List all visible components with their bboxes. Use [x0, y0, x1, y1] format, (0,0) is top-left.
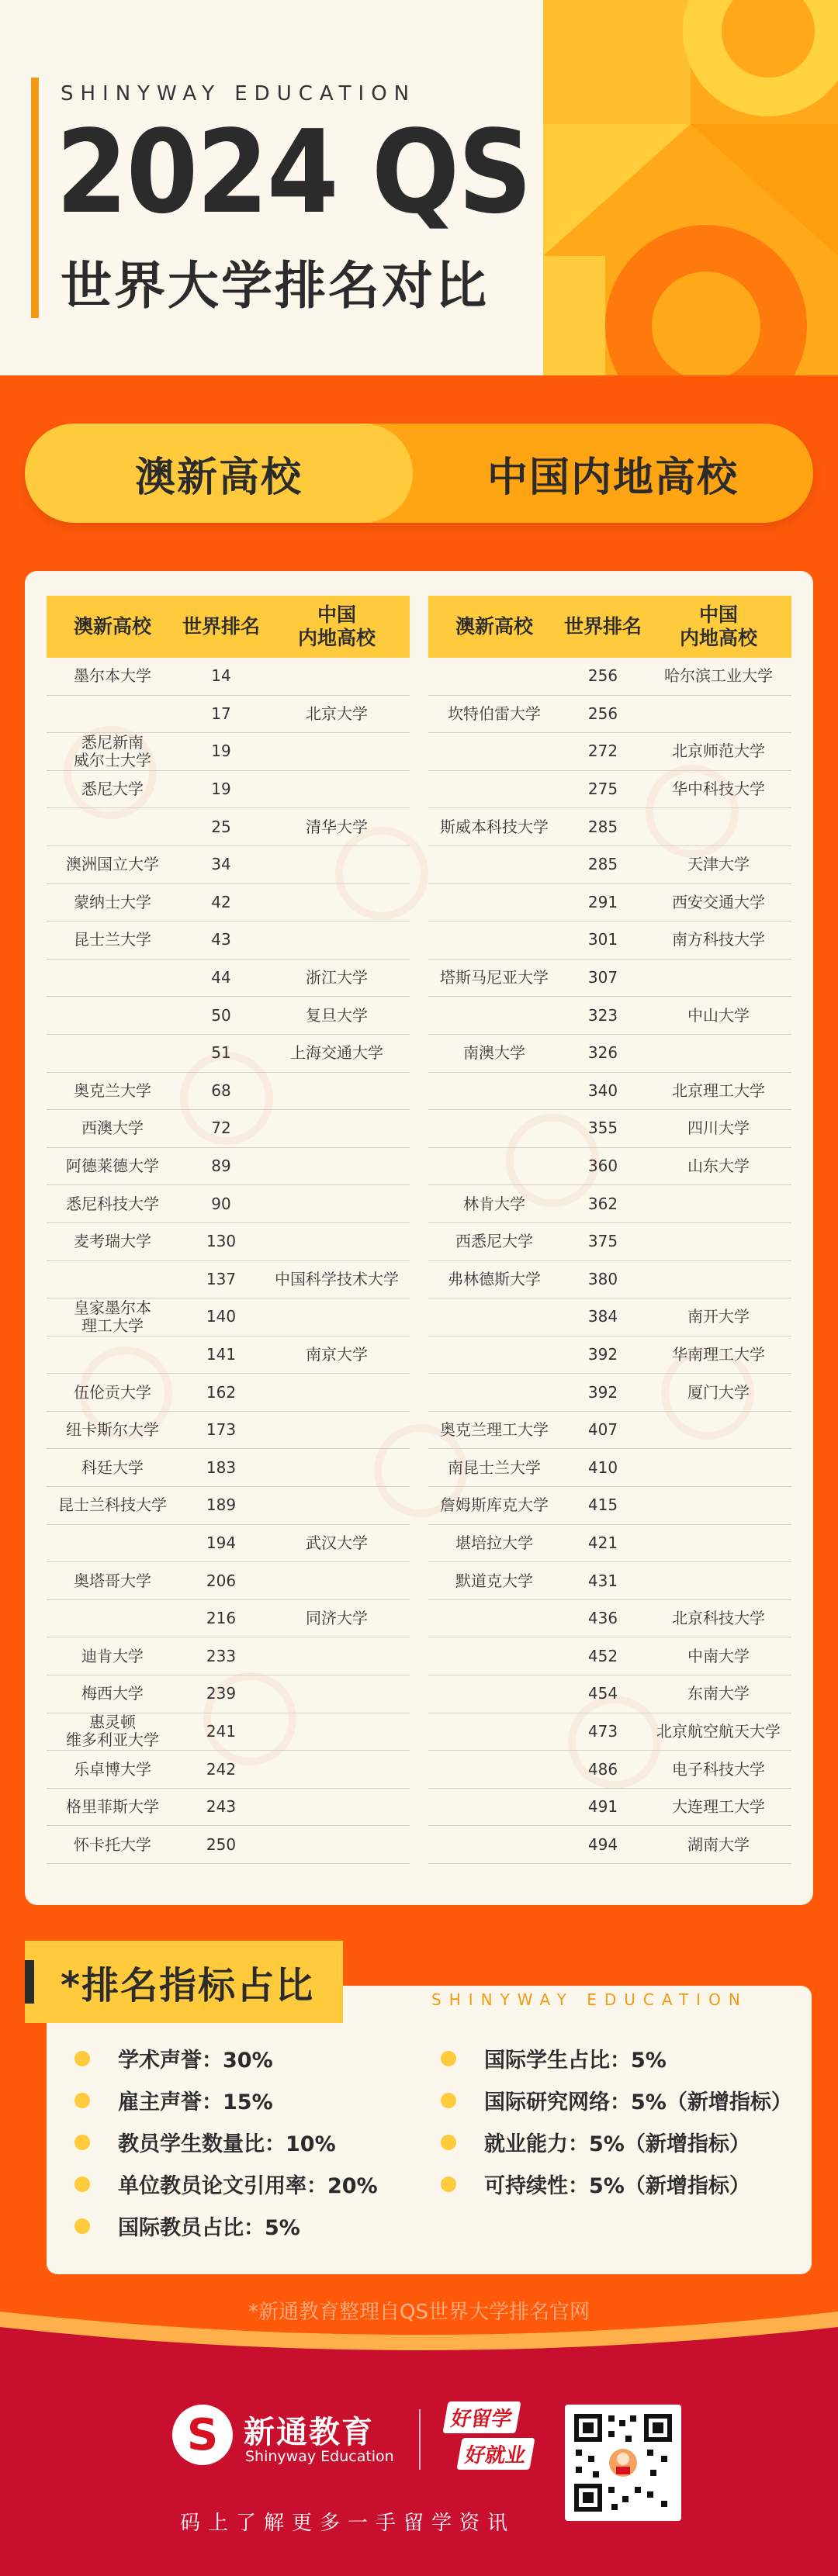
world-rank-cell: 242: [206, 1759, 237, 1779]
aus-nz-university-cell: 昆士兰科技大学: [58, 1495, 167, 1515]
table-row: [47, 1035, 410, 1073]
metric-item: 单位教员论文引用率：20%: [74, 2169, 378, 2199]
metric-item: 教员学生数量比：10%: [74, 2127, 336, 2157]
china-university-cell: 华中科技大学: [672, 780, 765, 799]
metrics-brand-english: SHINYWAY EDUCATION: [431, 1990, 748, 2009]
china-university-cell: 同济大学: [306, 1609, 368, 1628]
world-rank-cell: 43: [211, 930, 231, 949]
table-row: [47, 921, 410, 960]
world-rank-cell: 239: [206, 1684, 237, 1703]
tab-mainland-china: 中国内地高校: [487, 454, 739, 501]
table-row: [428, 1035, 791, 1073]
table-body: [47, 658, 410, 1864]
slogan-line-1: 好留学: [442, 2401, 521, 2433]
aus-nz-university-cell: 斯威本科技大学: [440, 817, 549, 836]
table-row: [47, 1185, 410, 1223]
metrics-title: [25, 1941, 343, 2023]
china-university-cell: 北京航空航天大学: [656, 1721, 781, 1741]
china-university-cell: 中南大学: [687, 1646, 750, 1665]
table-row: [428, 960, 791, 998]
aus-nz-university-cell: 麦考瑞大学: [74, 1232, 151, 1251]
world-rank-cell: 407: [587, 1420, 618, 1440]
world-rank-cell: 307: [587, 968, 618, 987]
table-row: [428, 1449, 791, 1487]
table-row: [428, 1562, 791, 1600]
world-rank-cell: 256: [587, 666, 618, 686]
column-header-rank: 世界排名: [563, 615, 642, 638]
table-row: [47, 1261, 410, 1299]
bullet-dot: [441, 2177, 456, 2192]
table-row: [428, 733, 791, 771]
aus-nz-university-cell: 詹姆斯库克大学: [440, 1495, 549, 1515]
table-row: [47, 1751, 410, 1789]
world-rank-cell: 491: [587, 1797, 618, 1817]
world-rank-cell: 206: [206, 1571, 237, 1590]
aus-nz-university-cell: 乐卓博大学: [74, 1759, 151, 1779]
world-rank-cell: 25: [211, 817, 231, 836]
decorative-pattern: [543, 0, 838, 375]
table-row: [47, 1525, 410, 1563]
world-rank-cell: 392: [587, 1344, 618, 1364]
bullet-dot: [74, 2218, 90, 2234]
world-rank-cell: 130: [206, 1232, 237, 1251]
china-university-cell: 中山大学: [687, 1005, 750, 1025]
bullet-dot: [74, 2135, 90, 2150]
table-right-half: [428, 596, 791, 1864]
metric-item: 国际学生占比：5%: [441, 2043, 667, 2073]
china-university-cell: 南方科技大学: [672, 930, 765, 949]
china-university-cell: 大连理工大学: [672, 1797, 765, 1817]
brand-english: SHINYWAY EDUCATION: [61, 82, 417, 105]
world-rank-cell: 243: [206, 1797, 237, 1817]
china-university-cell: 四川大学: [687, 1119, 750, 1138]
world-rank-cell: 285: [587, 817, 618, 836]
world-rank-cell: 452: [587, 1646, 618, 1665]
table-row: [428, 1487, 791, 1525]
page-title: 2024 QS: [56, 105, 531, 239]
china-university-cell: 电子科技大学: [672, 1759, 765, 1779]
source-note: *新通教育整理自QS世界大学排名官网: [248, 2301, 590, 2324]
world-rank-cell: 141: [206, 1344, 237, 1364]
table-row: [47, 960, 410, 998]
world-rank-cell: 90: [211, 1194, 231, 1213]
world-rank-cell: 194: [206, 1533, 237, 1552]
table-row: [428, 884, 791, 922]
table-row: [428, 1525, 791, 1563]
world-rank-cell: 42: [211, 892, 231, 911]
world-rank-cell: 89: [211, 1157, 231, 1176]
table-row: [47, 1449, 410, 1487]
table-row: [47, 733, 410, 771]
world-rank-cell: 375: [587, 1232, 618, 1251]
table-row: [428, 1675, 791, 1713]
world-rank-cell: 17: [211, 704, 231, 723]
world-rank-cell: 50: [211, 1005, 231, 1025]
table-row: [47, 808, 410, 846]
table-row: [428, 1751, 791, 1789]
world-rank-cell: 216: [206, 1609, 237, 1628]
world-rank-cell: 137: [206, 1269, 237, 1288]
china-university-cell: 哈尔滨工业大学: [664, 666, 773, 686]
world-rank-cell: 486: [587, 1759, 618, 1779]
table-row: [47, 771, 410, 809]
aus-nz-university-cell: 林肯大学: [463, 1194, 525, 1213]
china-university-cell: 清华大学: [306, 817, 368, 836]
china-university-cell: 北京师范大学: [672, 742, 765, 761]
bullet-dot: [441, 2093, 456, 2108]
table-row: [428, 1412, 791, 1450]
table-row: [47, 1298, 410, 1336]
bullet-dot: [74, 2177, 90, 2192]
metric-item: 雇主声誉：15%: [74, 2085, 273, 2115]
world-rank-cell: 340: [587, 1081, 618, 1100]
table-row: [47, 1412, 410, 1450]
table-row: [47, 1826, 410, 1864]
aus-nz-university-cell: 奥塔哥大学: [74, 1571, 151, 1590]
table-row: [47, 658, 410, 696]
table-row: [47, 846, 410, 884]
bullet-dot: [74, 2051, 90, 2066]
table-row: [47, 1148, 410, 1186]
table-row: [428, 1600, 791, 1638]
table-header: [47, 596, 410, 658]
world-rank-cell: 162: [206, 1382, 237, 1402]
page-subtitle: 世界大学排名对比: [61, 256, 489, 316]
world-rank-cell: 173: [206, 1420, 237, 1440]
logo-english-name: Shinyway Education: [245, 2448, 394, 2465]
aus-nz-university-cell: 蒙纳士大学: [74, 892, 151, 911]
aus-nz-university-cell: 格里菲斯大学: [66, 1797, 159, 1817]
footer-divider: [419, 2409, 421, 2470]
world-rank-cell: 323: [587, 1005, 618, 1025]
table-row: [428, 1336, 791, 1374]
aus-nz-university-cell: 悉尼新南 威尔士大学: [74, 732, 151, 769]
world-rank-cell: 415: [587, 1495, 618, 1515]
table-row: [428, 1185, 791, 1223]
world-rank-cell: 14: [211, 666, 231, 686]
logo-chinese-name: 新通教育: [244, 2415, 374, 2450]
world-rank-cell: 380: [587, 1269, 618, 1288]
aus-nz-university-cell: 迪肯大学: [81, 1646, 144, 1665]
table-row: [428, 1223, 791, 1261]
table-row: [47, 1487, 410, 1525]
ranking-table-card: [25, 571, 813, 1905]
table-row: [47, 1073, 410, 1111]
china-university-cell: 华南理工大学: [672, 1344, 765, 1364]
aus-nz-university-cell: 南昆士兰大学: [448, 1457, 541, 1477]
table-row: [428, 1110, 791, 1148]
aus-nz-university-cell: 伍伦贡大学: [74, 1382, 151, 1402]
table-row: [428, 696, 791, 734]
world-rank-cell: 140: [206, 1307, 237, 1326]
column-header-china: 中国 内地高校: [679, 603, 757, 649]
table-row: [428, 1298, 791, 1336]
aus-nz-university-cell: 弗林德斯大学: [448, 1269, 541, 1288]
metric-item: 可持续性：5%（新增指标）: [441, 2169, 750, 2199]
table-row: [428, 1826, 791, 1864]
aus-nz-university-cell: 奥克兰理工大学: [440, 1420, 549, 1440]
metric-item: 国际教员占比：5%: [74, 2211, 300, 2241]
table-row: [428, 1073, 791, 1111]
aus-nz-university-cell: 西澳大学: [81, 1119, 144, 1138]
world-rank-cell: 44: [211, 968, 231, 987]
table-row: [428, 1637, 791, 1675]
table-row: [47, 1675, 410, 1713]
world-rank-cell: 275: [587, 780, 618, 799]
table-body: [428, 658, 791, 1864]
world-rank-cell: 410: [587, 1457, 618, 1477]
aus-nz-university-cell: 南澳大学: [463, 1043, 525, 1063]
china-university-cell: 北京理工大学: [672, 1081, 765, 1100]
column-header-aus-nz: 澳新高校: [73, 615, 151, 638]
china-university-cell: 复旦大学: [306, 1005, 368, 1025]
china-university-cell: 东南大学: [687, 1684, 750, 1703]
table-row: [47, 1110, 410, 1148]
footer-call-to-action: 码上了解更多一手留学资讯: [180, 2512, 516, 2535]
table-row: [47, 1637, 410, 1675]
table-row: [428, 1261, 791, 1299]
world-rank-cell: 72: [211, 1119, 231, 1138]
china-university-cell: 北京科技大学: [672, 1609, 765, 1628]
china-university-cell: 山东大学: [687, 1157, 750, 1176]
table-row: [47, 997, 410, 1035]
shinyway-logo-icon: S: [172, 2405, 233, 2465]
metric-item: 就业能力：5%（新增指标）: [441, 2127, 750, 2157]
world-rank-cell: 285: [587, 855, 618, 874]
china-university-cell: 厦门大学: [687, 1382, 750, 1402]
aus-nz-university-cell: 墨尔本大学: [74, 666, 151, 686]
aus-nz-university-cell: 纽卡斯尔大学: [66, 1420, 159, 1440]
bullet-dot: [74, 2093, 90, 2108]
table-row: [47, 1223, 410, 1261]
china-university-cell: 湖南大学: [687, 1834, 750, 1854]
world-rank-cell: 355: [587, 1119, 618, 1138]
world-rank-cell: 183: [206, 1457, 237, 1477]
world-rank-cell: 256: [587, 704, 618, 723]
world-rank-cell: 326: [587, 1043, 618, 1063]
table-row: [428, 997, 791, 1035]
aus-nz-university-cell: 科廷大学: [81, 1457, 144, 1477]
table-row: [428, 658, 791, 696]
china-university-cell: 上海交通大学: [290, 1043, 383, 1063]
world-rank-cell: 250: [206, 1834, 237, 1854]
aus-nz-university-cell: 坎特伯雷大学: [448, 704, 541, 723]
world-rank-cell: 68: [211, 1081, 231, 1100]
table-row: [47, 1336, 410, 1374]
aus-nz-university-cell: 怀卡托大学: [74, 1834, 151, 1854]
region-tabs: [25, 424, 813, 523]
aus-nz-university-cell: 塔斯马尼亚大学: [440, 968, 549, 987]
world-rank-cell: 272: [587, 742, 618, 761]
world-rank-cell: 384: [587, 1307, 618, 1326]
aus-nz-university-cell: 澳洲国立大学: [66, 855, 159, 874]
aus-nz-university-cell: 默道克大学: [455, 1571, 533, 1590]
aus-nz-university-cell: 昆士兰大学: [74, 930, 151, 949]
world-rank-cell: 241: [206, 1721, 237, 1741]
column-header-rank: 世界排名: [182, 615, 260, 638]
china-university-cell: 北京大学: [306, 704, 368, 723]
slogan-badge: [445, 2401, 546, 2474]
china-university-cell: 天津大学: [687, 855, 750, 874]
aus-nz-university-cell: 皇家墨尔本 理工大学: [74, 1298, 151, 1335]
metric-item: 国际研究网络：5%（新增指标）: [441, 2085, 792, 2115]
china-university-cell: 南京大学: [306, 1344, 368, 1364]
table-row: [47, 1562, 410, 1600]
aus-nz-university-cell: 西悉尼大学: [455, 1232, 533, 1251]
china-university-cell: 浙江大学: [306, 968, 368, 987]
aus-nz-university-cell: 惠灵顿 维多利亚大学: [66, 1713, 159, 1750]
bullet-dot: [441, 2051, 456, 2066]
column-header-china: 中国 内地高校: [297, 603, 376, 649]
world-rank-cell: 454: [587, 1684, 618, 1703]
aus-nz-university-cell: 堪培拉大学: [455, 1533, 533, 1552]
header-accent-bar: [31, 78, 39, 318]
aus-nz-university-cell: 梅西大学: [81, 1684, 144, 1703]
world-rank-cell: 494: [587, 1834, 618, 1854]
world-rank-cell: 431: [587, 1571, 618, 1590]
world-rank-cell: 51: [211, 1043, 231, 1063]
metrics-title-bar: [25, 1960, 34, 2004]
world-rank-cell: 19: [211, 780, 231, 799]
world-rank-cell: 291: [587, 892, 618, 911]
world-rank-cell: 421: [587, 1533, 618, 1552]
metric-item: 学术声誉：30%: [74, 2043, 273, 2073]
table-row: [428, 1713, 791, 1751]
table-row: [47, 1713, 410, 1751]
tab-aus-nz: 澳新高校: [25, 424, 413, 523]
china-university-cell: 西安交通大学: [672, 892, 765, 911]
table-row: [47, 1600, 410, 1638]
table-row: [428, 846, 791, 884]
china-university-cell: 武汉大学: [306, 1533, 368, 1552]
world-rank-cell: 362: [587, 1194, 618, 1213]
slogan-line-2: 好就业: [456, 2438, 535, 2470]
table-left-half: [47, 596, 410, 1864]
table-row: [47, 696, 410, 734]
world-rank-cell: 34: [211, 855, 231, 874]
table-row: [428, 771, 791, 809]
world-rank-cell: 473: [587, 1721, 618, 1741]
world-rank-cell: 360: [587, 1157, 618, 1176]
table-row: [428, 921, 791, 960]
table-row: [428, 808, 791, 846]
qr-code[interactable]: [565, 2405, 681, 2521]
china-university-cell: 南开大学: [687, 1307, 750, 1326]
world-rank-cell: 189: [206, 1495, 237, 1515]
world-rank-cell: 233: [206, 1646, 237, 1665]
table-row: [47, 1374, 410, 1412]
aus-nz-university-cell: 奥克兰大学: [74, 1081, 151, 1100]
table-row: [428, 1374, 791, 1412]
table-row: [47, 1789, 410, 1827]
header: [0, 0, 838, 375]
table-row: [428, 1789, 791, 1827]
column-header-aus-nz: 澳新高校: [455, 615, 533, 638]
aus-nz-university-cell: 悉尼科技大学: [66, 1194, 159, 1213]
table-row: [428, 1148, 791, 1186]
world-rank-cell: 19: [211, 742, 231, 761]
bullet-dot: [441, 2135, 456, 2150]
table-header: [428, 596, 791, 658]
aus-nz-university-cell: 悉尼大学: [81, 780, 144, 799]
world-rank-cell: 392: [587, 1382, 618, 1402]
world-rank-cell: 301: [587, 930, 618, 949]
table-row: [47, 884, 410, 922]
aus-nz-university-cell: 阿德莱德大学: [66, 1157, 159, 1176]
china-university-cell: 中国科学技术大学: [275, 1269, 399, 1288]
world-rank-cell: 436: [587, 1609, 618, 1628]
metrics-title-text: *排名指标占比: [61, 1963, 315, 2007]
